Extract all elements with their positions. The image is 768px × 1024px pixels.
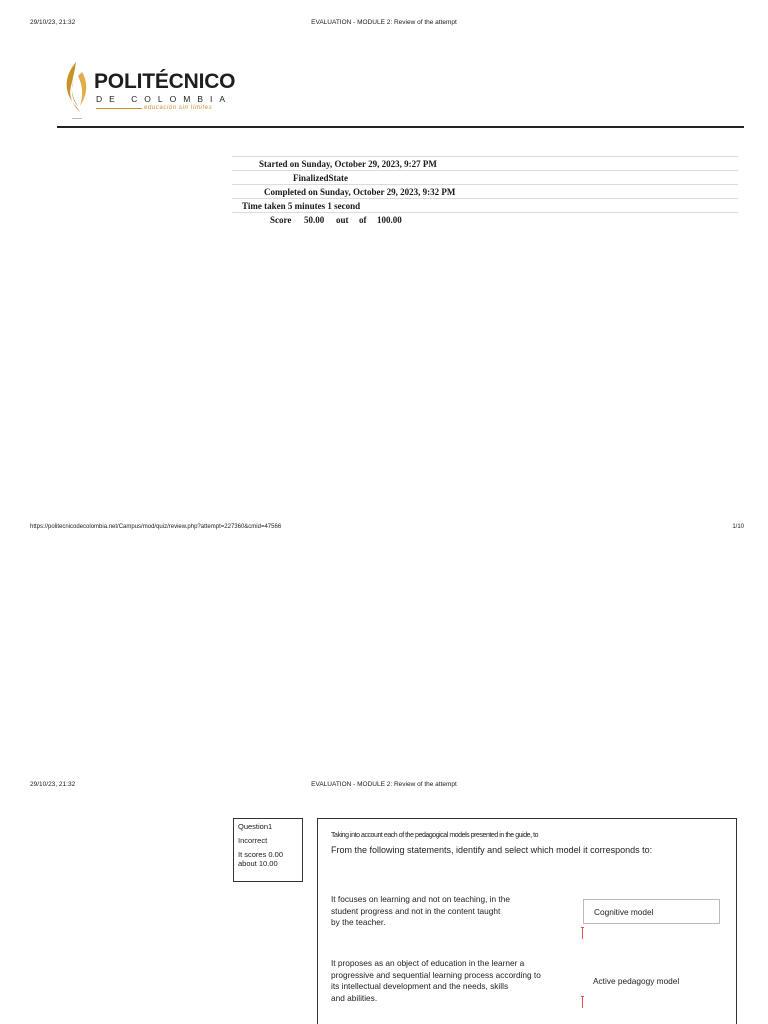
statement-line: and abilities.: [331, 992, 378, 1003]
answer-select-1[interactable]: Cognitive model: [583, 899, 720, 924]
print-title: EVALUATION - MODULE 2: Review of the attempt: [311, 781, 457, 788]
print-timestamp: 29/10/23, 21:32: [30, 781, 76, 788]
print-title: EVALUATION - MODULE 2: Review of the attempt: [311, 19, 457, 26]
statement-2: [331, 958, 581, 1004]
summary-row-score: [232, 212, 738, 226]
time-taken-text: Time taken 5 minutes 1 second: [242, 201, 361, 211]
logo-tagline: educación sin límites: [144, 105, 213, 111]
page-url: https://politecnicodecolombia.net/Campus/mod/quiz/review.php?attempt=227360&cmid=47566: [30, 524, 282, 530]
score-label: Score: [270, 215, 292, 225]
incorrect-mark-icon: [582, 928, 583, 939]
score-max: 100.00: [377, 215, 402, 225]
question-score-line1: It scores 0.00: [238, 849, 284, 859]
page-number: 1/10: [732, 524, 744, 530]
print-footer: [0, 522, 768, 534]
question-prompt: From the following statements, identify and select which model it corresponds to:: [331, 845, 653, 855]
score-value: 50.00: [304, 215, 325, 225]
question-info-box: [233, 818, 303, 882]
attempt-summary-table: [232, 156, 738, 226]
logo-tagline-rule: [96, 108, 142, 109]
started-text: Started on Sunday, October 29, 2023, 9:27 PM: [259, 159, 437, 169]
flame-icon: [62, 60, 92, 116]
print-timestamp: 29/10/23, 21:32: [30, 19, 76, 26]
summary-row-state: [232, 170, 738, 184]
state-text: FinalizedState: [293, 173, 348, 183]
statement-line: It focuses on learning and not on teaching, in the: [331, 894, 510, 904]
summary-row-time: [232, 198, 738, 212]
completed-text: Completed on Sunday, October 29, 2023, 9:32 PM: [264, 187, 456, 197]
logo-subtitle: DE COLOMBIA: [96, 94, 233, 104]
header-divider: [57, 126, 744, 128]
print-header: [0, 16, 768, 30]
statement-1: [331, 894, 556, 929]
politecnico-logo: [62, 60, 252, 124]
statement-line: student progress and not in the content taught: [331, 905, 501, 916]
logo-name: POLITÉCNICO: [94, 70, 236, 93]
answer-select-2[interactable]: Active pedagogy model: [593, 976, 680, 986]
summary-row-started: [232, 156, 738, 170]
statement-line: by the teacher.: [331, 917, 386, 927]
logo-underline: [72, 118, 82, 119]
summary-row-completed: [232, 184, 738, 198]
statement-line: progressive and sequential learning process according to: [331, 969, 541, 980]
question-content-box: [317, 818, 737, 1024]
question-number: Question1: [238, 822, 273, 831]
print-header-page2: [0, 778, 768, 792]
score-out: out: [336, 215, 349, 225]
incorrect-mark-icon: [582, 997, 583, 1008]
question-score-line2: about 10.00: [238, 859, 278, 869]
question-intro: Taking into account each of the pedagogical models presented in the guide, to: [331, 832, 539, 839]
score-of: of: [359, 215, 367, 225]
question-status: Incorrect: [238, 836, 268, 846]
statement-line: It proposes as an object of education in the learner a: [331, 958, 525, 968]
statement-line: its intellectual development and the needs, skills: [331, 981, 509, 991]
